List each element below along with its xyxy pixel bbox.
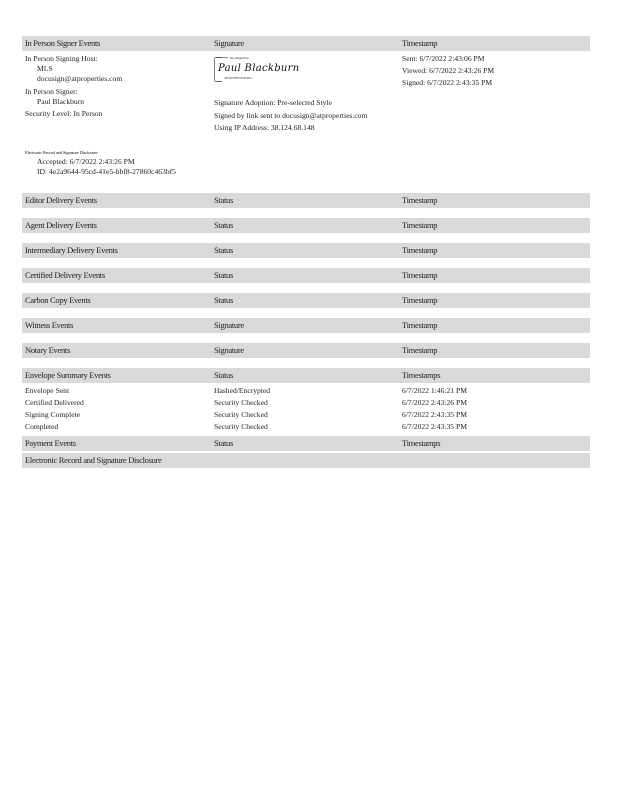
host-email: docusign@atproperties.com [37, 74, 123, 83]
header-event: Notary Events [25, 345, 70, 355]
header-status: Status [214, 370, 233, 380]
in-person-signer-block [22, 53, 590, 193]
section-header-certified-delivery [22, 268, 590, 283]
header-timestamp: Timestamp [402, 270, 438, 280]
header-event: In Person Signer Events [25, 38, 101, 48]
signature-caption: DocuSigned by: [230, 56, 250, 60]
envelope-summary-table [22, 385, 590, 436]
section-header-editor-delivery [22, 193, 590, 208]
header-signature: Signature [214, 38, 244, 48]
summary-status: Hashed/Encrypted [214, 386, 271, 395]
summary-time: 6/7/2022 2:43:26 PM [402, 398, 467, 407]
section-header-payment [22, 436, 590, 451]
header-event: Envelope Summary Events [25, 370, 111, 380]
header-status: Status [214, 270, 233, 280]
host-name: MLS [37, 64, 53, 73]
section-header-carbon-copy [22, 293, 590, 308]
header-status: Status [214, 220, 233, 230]
signer-label: In Person Signer: [25, 87, 78, 96]
header-status: Status [214, 195, 233, 205]
header-timestamps: Timestamps [402, 370, 441, 380]
summary-status: Security Checked [214, 422, 268, 431]
summary-event: Envelope Sent [25, 386, 70, 395]
section-header-witness [22, 318, 590, 333]
summary-status: Security Checked [214, 398, 268, 407]
header-timestamp: Timestamp [402, 345, 438, 355]
header-event: Witness Events [25, 320, 74, 330]
disclosure-label: Electronic Record and Signature Disclosure: [25, 150, 99, 155]
certificate-of-completion [22, 36, 590, 470]
section-header-intermediary-delivery [22, 243, 590, 258]
disclosure-id: ID: 4e2a9644-95cd-41e5-bbf8-27860c463bf5 [37, 167, 176, 176]
header-timestamp: Timestamp [402, 295, 438, 305]
header-timestamps: Timestamps [402, 438, 441, 448]
header-timestamp: Timestamp [402, 320, 438, 330]
header-event: Intermediary Delivery Events [25, 245, 118, 255]
summary-status: Security Checked [214, 410, 268, 419]
header-signature: Signature [214, 320, 244, 330]
summary-time: 6/7/2022 1:46:21 PM [402, 386, 467, 395]
signature-id: 4E5D3F0E0F0F461... [224, 76, 255, 80]
header-timestamp: Timestamp [402, 245, 438, 255]
summary-event: Certified Delivered [25, 398, 84, 407]
sent-time: Sent: 6/7/2022 2:43:06 PM [402, 54, 485, 63]
header-status: Status [214, 245, 233, 255]
accepted-time: Accepted: 6/7/2022 2:43:26 PM [37, 157, 135, 166]
signature-image [214, 56, 300, 84]
section-header-envelope-summary [22, 368, 590, 383]
header-timestamp: Timestamp [402, 38, 438, 48]
viewed-time: Viewed: 6/7/2022 2:43:26 PM [402, 66, 495, 75]
signature-adoption: Signature Adoption: Pre-selected Style [214, 98, 332, 107]
summary-event: Signing Complete [25, 410, 81, 419]
header-status: Status [214, 438, 233, 448]
section-header-in-person [22, 36, 590, 51]
header-status: Status [214, 295, 233, 305]
signed-time: Signed: 6/7/2022 2:43:35 PM [402, 78, 493, 87]
header-event: Electronic Record and Signature Disclosure [25, 455, 162, 465]
header-event: Payment Events [25, 438, 76, 448]
summary-event: Completed [25, 422, 59, 431]
signer-name: Paul Blackburn [37, 97, 85, 106]
header-event: Carbon Copy Events [25, 295, 91, 305]
summary-time: 6/7/2022 2:43:35 PM [402, 410, 467, 419]
section-header-agent-delivery [22, 218, 590, 233]
header-timestamp: Timestamp [402, 195, 438, 205]
section-header-notary [22, 343, 590, 358]
signature-text: Paul Blackburn [218, 63, 300, 74]
ip-address: Using IP Address: 38.124.68.148 [214, 123, 315, 132]
header-signature: Signature [214, 345, 244, 355]
header-timestamp: Timestamp [402, 220, 438, 230]
summary-time: 6/7/2022 2:43:35 PM [402, 422, 467, 431]
host-label: In Person Signing Host: [25, 54, 98, 63]
header-event: Editor Delivery Events [25, 195, 97, 205]
signed-by: Signed by link sent to docusign@atproperties.com [214, 111, 368, 120]
header-event: Agent Delivery Events [25, 220, 97, 230]
section-header-disclosure [22, 453, 590, 468]
security-level: Security Level: In Person [25, 109, 103, 118]
header-event: Certified Delivery Events [25, 270, 105, 280]
